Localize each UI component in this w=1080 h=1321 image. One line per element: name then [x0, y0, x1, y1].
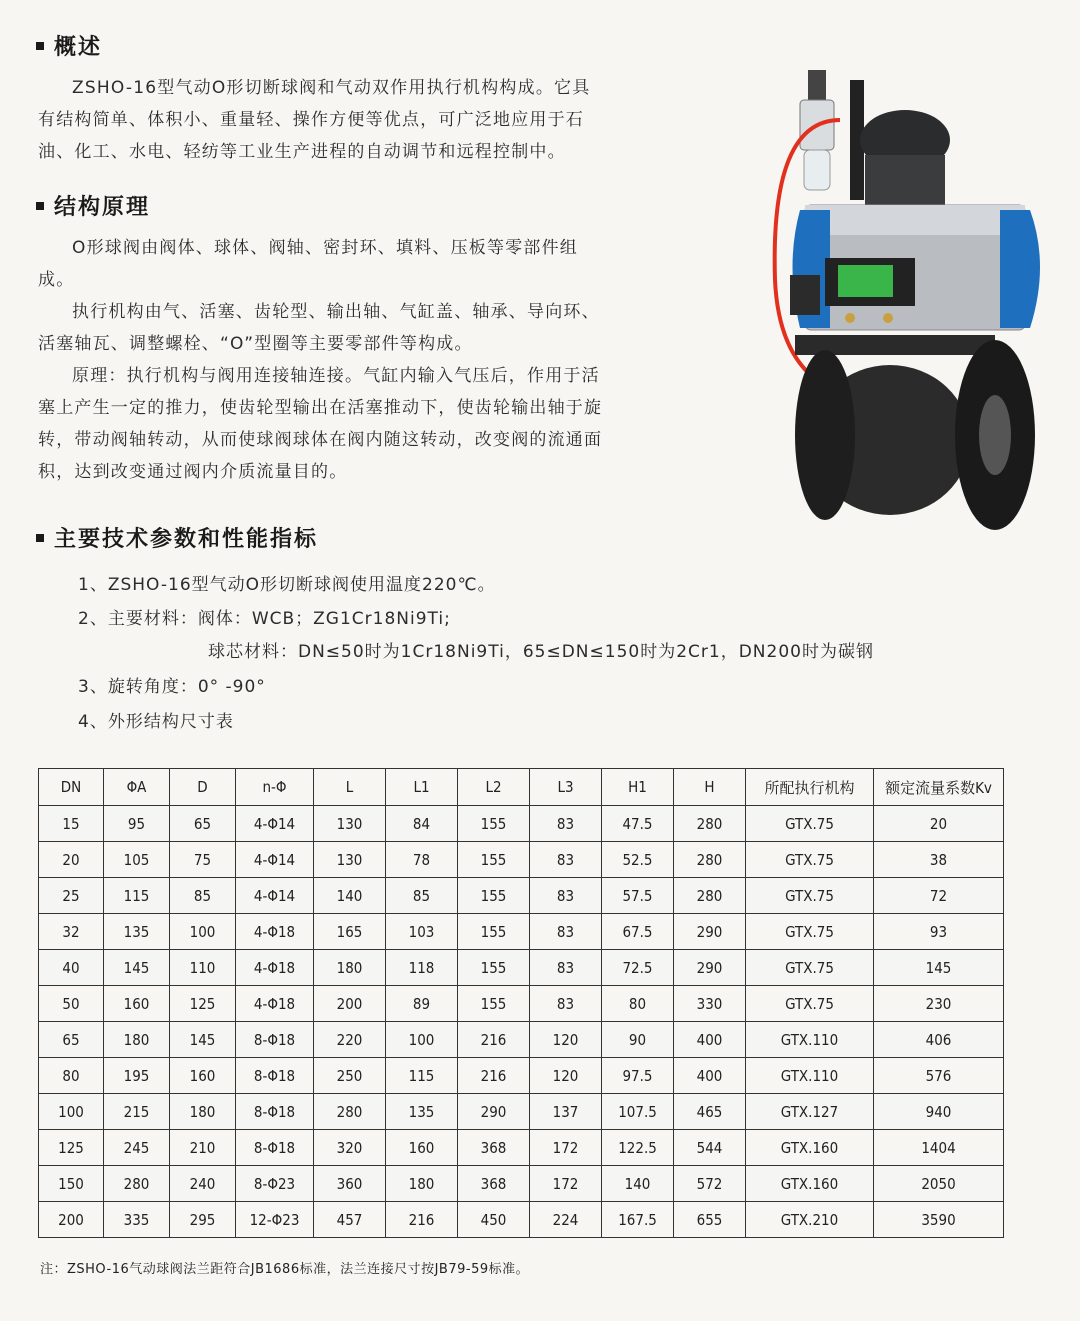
table-cell: 220 [314, 1022, 386, 1058]
table-cell: 290 [674, 914, 746, 950]
table-cell: 107.5 [602, 1094, 674, 1130]
table-cell: 140 [602, 1166, 674, 1202]
table-cell: 406 [874, 1022, 1004, 1058]
table-cell: 155 [458, 878, 530, 914]
table-cell: 130 [314, 842, 386, 878]
footnote: 注：ZSHO-16气动球阀法兰距符合JB1686标准，法兰连接尺寸按JB79-59标准。 [40, 1262, 530, 1277]
table-cell: 75 [170, 842, 236, 878]
specs-heading: 主要技术参数和性能指标 [36, 522, 318, 553]
table-cell: 400 [674, 1058, 746, 1094]
table-cell: 245 [104, 1130, 170, 1166]
table-cell: 84 [386, 806, 458, 842]
table-cell: 83 [530, 986, 602, 1022]
table-cell: 120 [530, 1022, 602, 1058]
table-cell: 38 [874, 842, 1004, 878]
structure-p1: O形球阀由阀体、球体、阀轴、密封环、填料、压板等零部件组成。 [38, 238, 578, 290]
table-cell: 3590 [874, 1202, 1004, 1238]
table-header-row [39, 769, 1004, 806]
table-cell: 215 [104, 1094, 170, 1130]
spec-item-2: 2、主要材料：阀体：WCB；ZG1Cr18Ni9Ti; [78, 609, 451, 629]
table-cell: 155 [458, 914, 530, 950]
table-cell: 140 [314, 878, 386, 914]
table-cell: 95 [104, 806, 170, 842]
table-cell: 110 [170, 950, 236, 986]
table-cell: 295 [170, 1202, 236, 1238]
table-cell: 83 [530, 950, 602, 986]
table-cell: 72 [874, 878, 1004, 914]
table-cell: 80 [39, 1058, 104, 1094]
table-cell: 200 [314, 986, 386, 1022]
table-cell: 940 [874, 1094, 1004, 1130]
table-cell: 165 [314, 914, 386, 950]
table-cell: 450 [458, 1202, 530, 1238]
table-cell: 172 [530, 1166, 602, 1202]
table-cell: 80 [602, 986, 674, 1022]
table-cell: 1404 [874, 1130, 1004, 1166]
table-cell: 20 [39, 842, 104, 878]
bullet-icon [36, 42, 44, 50]
table-row [39, 1022, 1004, 1058]
table-cell: 100 [170, 914, 236, 950]
table-cell: 8-Φ18 [236, 1058, 314, 1094]
table-header-cell: H1 [602, 769, 674, 806]
table-cell: 150 [39, 1166, 104, 1202]
table-cell: 368 [458, 1130, 530, 1166]
table-cell: 145 [170, 1022, 236, 1058]
table-header-cell: L [314, 769, 386, 806]
table-cell: 65 [39, 1022, 104, 1058]
table-cell: 50 [39, 986, 104, 1022]
table-cell: 280 [674, 842, 746, 878]
table-row [39, 1058, 1004, 1094]
table-cell: 335 [104, 1202, 170, 1238]
table-cell: 224 [530, 1202, 602, 1238]
table-cell: 4-Φ18 [236, 914, 314, 950]
table-cell: 47.5 [602, 806, 674, 842]
table-cell: 576 [874, 1058, 1004, 1094]
table-cell: GTX.160 [746, 1166, 874, 1202]
table-header-cell: 额定流量系数Kv [874, 769, 1004, 806]
table-row [39, 1094, 1004, 1130]
table-cell: 655 [674, 1202, 746, 1238]
bullet-icon [36, 202, 44, 210]
table-cell: 172 [530, 1130, 602, 1166]
table-cell: 180 [170, 1094, 236, 1130]
table-cell: 216 [386, 1202, 458, 1238]
table-cell: 103 [386, 914, 458, 950]
table-cell: GTX.110 [746, 1022, 874, 1058]
table-cell: 97.5 [602, 1058, 674, 1094]
table-cell: 180 [386, 1166, 458, 1202]
table-cell: GTX.110 [746, 1058, 874, 1094]
table-cell: 100 [386, 1022, 458, 1058]
table-cell: 12-Φ23 [236, 1202, 314, 1238]
table-cell: 93 [874, 914, 1004, 950]
table-cell: 2050 [874, 1166, 1004, 1202]
table-header-cell: ΦA [104, 769, 170, 806]
table-cell: 20 [874, 806, 1004, 842]
structure-heading: 结构原理 [36, 190, 150, 221]
table-header-cell: H [674, 769, 746, 806]
table-cell: 135 [386, 1094, 458, 1130]
table-cell: GTX.75 [746, 986, 874, 1022]
table-cell: 167.5 [602, 1202, 674, 1238]
structure-p3: 原理：执行机构与阀用连接轴连接。气缸内输入气压后，作用于活塞上产生一定的推力，使齿轮型输出在活塞推动下，使齿轮输出轴于旋转，带动阀轴转动，从而使球阀球体在阀内随这转动，改变阀的流通面积，达到改变通过阀内介质流量目的。 [38, 366, 603, 482]
table-header-cell: L3 [530, 769, 602, 806]
table-cell: GTX.160 [746, 1130, 874, 1166]
table-cell: GTX.75 [746, 842, 874, 878]
table-cell: 4-Φ18 [236, 986, 314, 1022]
table-cell: 250 [314, 1058, 386, 1094]
table-cell: 280 [674, 806, 746, 842]
table-cell: 320 [314, 1130, 386, 1166]
table-cell: 122.5 [602, 1130, 674, 1166]
table-cell: 8-Φ18 [236, 1130, 314, 1166]
table-cell: 155 [458, 806, 530, 842]
table-cell: 280 [104, 1166, 170, 1202]
table-cell: 100 [39, 1094, 104, 1130]
table-cell: 280 [674, 878, 746, 914]
table-cell: GTX.210 [746, 1202, 874, 1238]
table-cell: 290 [458, 1094, 530, 1130]
table-row [39, 914, 1004, 950]
table-cell: 85 [170, 878, 236, 914]
table-cell: 83 [530, 878, 602, 914]
spec-item-3: 3、旋转角度：0° -90° [78, 677, 266, 697]
bullet-icon [36, 534, 44, 542]
table-cell: GTX.75 [746, 950, 874, 986]
table-cell: 544 [674, 1130, 746, 1166]
table-cell: 15 [39, 806, 104, 842]
table-row [39, 842, 1004, 878]
table-row [39, 1130, 1004, 1166]
table-header-cell: n-Φ [236, 769, 314, 806]
table-header-cell: 所配执行机构 [746, 769, 874, 806]
table-cell: 130 [314, 806, 386, 842]
table-cell: 52.5 [602, 842, 674, 878]
structure-p2: 执行机构由气、活塞、齿轮型、输出轴、气缸盖、轴承、导向环、活塞轴瓦、调整螺栓、“O”型圈等主要零部件等构成。 [38, 302, 600, 354]
table-cell: 180 [104, 1022, 170, 1058]
table-cell: 216 [458, 1058, 530, 1094]
table-cell: 83 [530, 842, 602, 878]
spec-item-1: 1、ZSHO-16型气动O形切断球阀使用温度220℃。 [78, 575, 496, 595]
table-cell: 4-Φ14 [236, 806, 314, 842]
table-header-cell: L1 [386, 769, 458, 806]
table-cell: 137 [530, 1094, 602, 1130]
table-cell: 216 [458, 1022, 530, 1058]
table-cell: 145 [874, 950, 1004, 986]
table-cell: 85 [386, 878, 458, 914]
table-cell: 330 [674, 986, 746, 1022]
table-cell: 195 [104, 1058, 170, 1094]
table-cell: 89 [386, 986, 458, 1022]
table-cell: 160 [170, 1058, 236, 1094]
table-cell: 572 [674, 1166, 746, 1202]
spec-item-2b: 球芯材料：DN≤50时为1Cr18Ni9Ti，65≤DN≤150时为2Cr1，DN200时为碳钢 [208, 642, 874, 662]
table-cell: 4-Φ14 [236, 878, 314, 914]
table-cell: 160 [386, 1130, 458, 1166]
table-cell: 360 [314, 1166, 386, 1202]
table-cell: 400 [674, 1022, 746, 1058]
table-row [39, 1166, 1004, 1202]
table-cell: GTX.127 [746, 1094, 874, 1130]
table-cell: 57.5 [602, 878, 674, 914]
table-row [39, 950, 1004, 986]
table-row [39, 806, 1004, 842]
table-cell: 67.5 [602, 914, 674, 950]
table-cell: 4-Φ14 [236, 842, 314, 878]
table-cell: 32 [39, 914, 104, 950]
table-cell: 230 [874, 986, 1004, 1022]
dimension-table [38, 768, 1004, 1238]
table-cell: GTX.75 [746, 878, 874, 914]
table-cell: 78 [386, 842, 458, 878]
table-cell: 72.5 [602, 950, 674, 986]
table-cell: 368 [458, 1166, 530, 1202]
table-row [39, 1202, 1004, 1238]
table-cell: 90 [602, 1022, 674, 1058]
table-cell: 155 [458, 950, 530, 986]
table-cell: 200 [39, 1202, 104, 1238]
table-header-cell: L2 [458, 769, 530, 806]
table-cell: 8-Φ23 [236, 1166, 314, 1202]
table-cell: 83 [530, 914, 602, 950]
table-cell: 40 [39, 950, 104, 986]
table-cell: 465 [674, 1094, 746, 1130]
table-cell: 8-Φ18 [236, 1094, 314, 1130]
table-cell: 290 [674, 950, 746, 986]
table-cell: 240 [170, 1166, 236, 1202]
table-cell: 210 [170, 1130, 236, 1166]
table-cell: 125 [170, 986, 236, 1022]
table-cell: 105 [104, 842, 170, 878]
table-cell: 155 [458, 986, 530, 1022]
table-cell: 120 [530, 1058, 602, 1094]
table-cell: 155 [458, 842, 530, 878]
overview-heading: 概述 [36, 30, 102, 61]
spec-item-4: 4、外形结构尺寸表 [78, 712, 234, 732]
table-cell: 25 [39, 878, 104, 914]
table-row [39, 986, 1004, 1022]
structure-paragraphs [38, 232, 608, 488]
valve-photo [770, 60, 1060, 530]
table-cell: 4-Φ18 [236, 950, 314, 986]
table-cell: 160 [104, 986, 170, 1022]
table-cell: 83 [530, 806, 602, 842]
table-cell: 180 [314, 950, 386, 986]
overview-paragraph: ZSHO-16型气动O形切断球阀和气动双作用执行机构构成。它具有结构简单、体积小、重量轻、操作方便等优点，可广泛地应用于石油、化工、水电、轻纺等工业生产进程的自动调节和远程控制中。 [38, 78, 591, 162]
table-cell: GTX.75 [746, 914, 874, 950]
table-header-cell: DN [39, 769, 104, 806]
table-cell: 115 [386, 1058, 458, 1094]
table-cell: 457 [314, 1202, 386, 1238]
table-cell: 280 [314, 1094, 386, 1130]
table-cell: 145 [104, 950, 170, 986]
table-cell: 115 [104, 878, 170, 914]
table-cell: 135 [104, 914, 170, 950]
table-cell: GTX.75 [746, 806, 874, 842]
table-header-cell: D [170, 769, 236, 806]
table-row [39, 878, 1004, 914]
table-cell: 118 [386, 950, 458, 986]
table-cell: 8-Φ18 [236, 1022, 314, 1058]
table-cell: 125 [39, 1130, 104, 1166]
table-cell: 65 [170, 806, 236, 842]
